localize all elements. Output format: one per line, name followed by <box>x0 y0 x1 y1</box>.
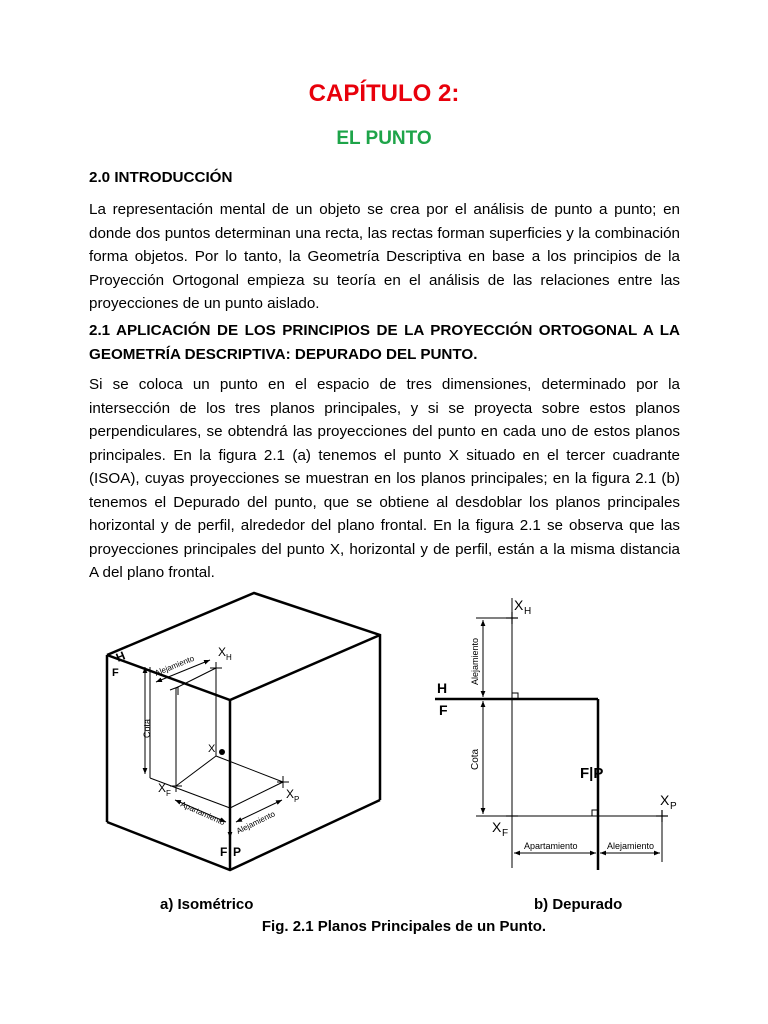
iso-label-xf-sub: F <box>166 789 171 798</box>
paragraph-application: Si se coloca un punto en el espacio de tres dimensiones, determinado por la intersección de los tres planos principales, y si se proyecta sobre estos planos perpendiculares, se obtendrá las proyecciones del punto en cada uno de estos planos principales. En la figura 2.1 (a) tenemos el punto X situado en el tercer cuadrante (ISOA), cuyas proyecciones se muestran en los planos principales; en la figura 2.1 (b) tenemos el Depurado del punto, que se obtiene al desdoblar los planos principales horizontal y de perfil, alrededor del plano frontal. En la figura 2.1 se observa que las proyecciones principales del punto X, horizontal y de perfil, están a la misma distancia A del plano frontal. <box>89 376 680 581</box>
iso-label-f: F <box>112 667 119 679</box>
figure-caption-b: b) Depurado <box>534 896 623 913</box>
dep-label-alejamiento: Alejamiento <box>470 637 480 685</box>
iso-label-alejamiento: Alejamiento <box>153 653 196 678</box>
point-x-marker <box>219 749 225 755</box>
iso-label-apartamiento: Apartamiento <box>179 799 227 828</box>
iso-label-xh: X <box>218 645 227 659</box>
dep-label-xf: X <box>492 819 502 835</box>
figure-caption-a: a) Isométrico <box>160 896 254 913</box>
iso-label-xf: X <box>158 781 167 795</box>
iso-label-h: H <box>113 648 128 665</box>
dep-label-xf-sub: F <box>502 828 509 839</box>
iso-label-alejamiento-2: Alejamiento <box>234 809 277 836</box>
dep-label-apartamiento: Apartamiento <box>524 841 578 851</box>
dep-label-cota: Cota <box>470 748 481 770</box>
section-heading-intro: 2.0 INTRODUCCIÓN <box>89 169 233 186</box>
section-heading-application: 2.1 APLICACIÓN DE LOS PRINCIPIOS DE LA PROYECCIÓN ORTOGONAL A LA GEOMETRÍA DESCRIPTIVA: DEPURADO DEL PUNTO. <box>89 322 680 363</box>
chapter-title: CAPÍTULO 2: <box>308 80 460 107</box>
dep-label-xh: X <box>514 597 524 613</box>
iso-label-xp: X <box>286 787 295 801</box>
figure-caption: Fig. 2.1 Planos Principales de un Punto. <box>261 918 547 935</box>
iso-label-fp-p: P <box>233 845 242 859</box>
dep-label-f: F <box>439 702 448 718</box>
iso-label-x: X <box>208 743 216 755</box>
paragraph-intro: La representación mental de un objeto se crea por el análisis de punto a punto; en donde dos puntos determinan una recta, las rectas forman superficies y la combinación forma objetos. Por lo tanto, la Geometría Descriptiva en base a los principios de la Proyección Ortogonal empieza su teoría en el análisis de las relaciones entre las proyecciones de un punto aislado. <box>89 201 680 312</box>
figure-2-1 <box>0 585 768 905</box>
chapter-subtitle: EL PUNTO <box>336 128 432 149</box>
dep-label-alejamiento-2: Alejamiento <box>607 841 655 851</box>
dep-label-xp: X <box>660 792 670 808</box>
iso-label-xp-sub: P <box>294 795 300 804</box>
dep-label-xp-sub: P <box>670 801 677 812</box>
iso-label-fp-f: F <box>220 845 228 859</box>
dep-label-xh-sub: H <box>524 606 532 617</box>
iso-label-xh-sub: H <box>226 653 232 662</box>
iso-label-cota: Cota <box>142 718 152 738</box>
dep-label-fp: F|P <box>580 765 604 782</box>
dep-label-h: H <box>437 680 448 696</box>
